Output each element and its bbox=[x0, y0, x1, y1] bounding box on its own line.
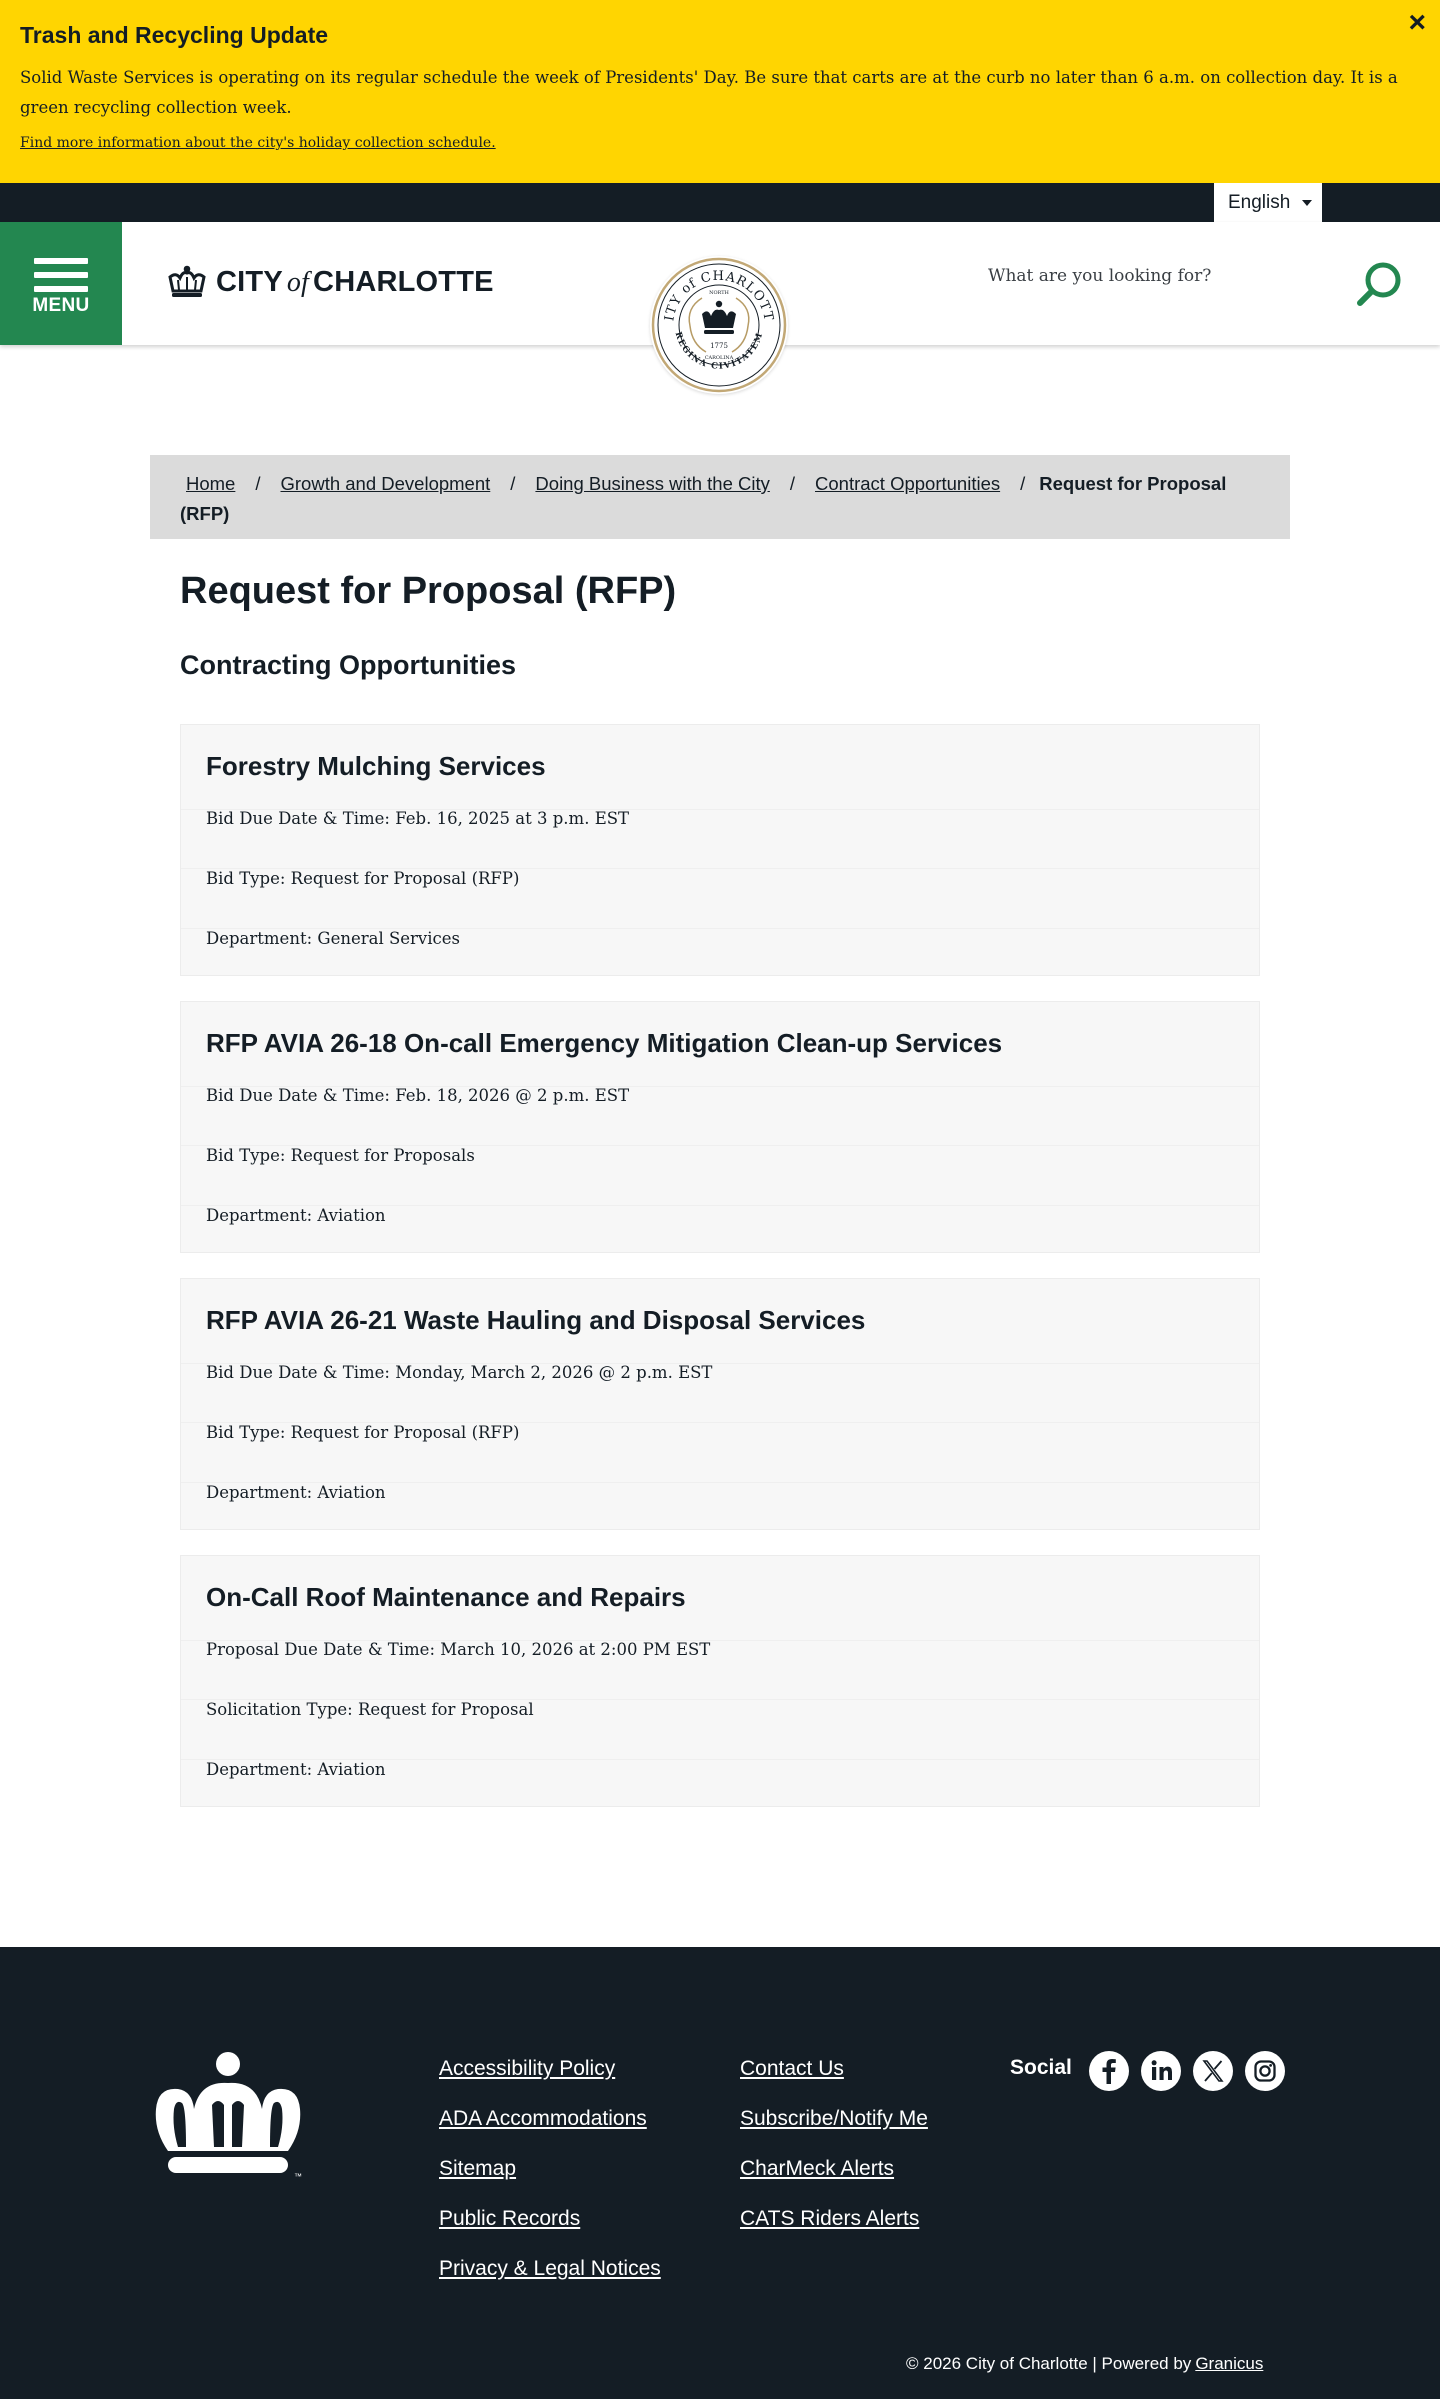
city-seal bbox=[650, 256, 788, 394]
menu-button[interactable] bbox=[0, 222, 122, 345]
svg-text:CITY of CHARLOTTE: ITY of CHARLOTT bbox=[662, 268, 776, 323]
alert-banner bbox=[0, 0, 1440, 183]
hamburger-icon bbox=[34, 272, 88, 278]
svg-text:CAROLINA: CAROLINA bbox=[704, 355, 734, 361]
linkedin-icon[interactable] bbox=[1141, 2051, 1181, 2091]
svg-text:REGINA CIVITATEM: REGINA CIVITATEM bbox=[672, 330, 766, 372]
breadcrumb-separator: / bbox=[1020, 473, 1026, 494]
caret-down-icon bbox=[1302, 200, 1312, 206]
opportunity-card[interactable] bbox=[180, 724, 1260, 976]
utility-bar bbox=[0, 183, 1440, 222]
card-title: Forestry Mulching Services bbox=[206, 751, 546, 781]
breadcrumb-separator: / bbox=[255, 473, 261, 494]
department: Department: General Services bbox=[206, 929, 460, 948]
solicitation-type: Solicitation Type: Request for Proposal bbox=[206, 1700, 534, 1719]
opportunity-card[interactable] bbox=[180, 1001, 1260, 1253]
svg-text:™: ™ bbox=[294, 2172, 302, 2181]
alert-body: Solid Waste Services is operating on its regular schedule the week of Presidents' Day. Be sure that carts are at the curb no later than 6 a.m. on collection day. It is a green recycling collection week. bbox=[20, 68, 1398, 117]
social-label: Social bbox=[1010, 2056, 1072, 2079]
facebook-icon[interactable] bbox=[1089, 2051, 1129, 2091]
svg-text:1775: 1775 bbox=[710, 342, 728, 350]
granicus-link[interactable]: Granicus bbox=[1195, 2354, 1264, 2373]
logo-text: CITY of CHARLOTTE bbox=[216, 265, 494, 298]
alert-title: Trash and Recycling Update bbox=[20, 22, 329, 48]
breadcrumb-separator: / bbox=[510, 473, 516, 494]
footer-link-accessibility-policy[interactable]: Accessibility Policy bbox=[439, 2057, 616, 2080]
hamburger-icon bbox=[34, 258, 88, 264]
section-title: Contracting Opportunities bbox=[180, 650, 516, 680]
crown-icon bbox=[166, 265, 208, 299]
department: Department: Aviation bbox=[206, 1760, 386, 1779]
svg-text:NORTH: NORTH bbox=[709, 290, 729, 296]
card-title: On-Call Roof Maintenance and Repairs bbox=[206, 1582, 686, 1612]
opportunity-card[interactable] bbox=[180, 1278, 1260, 1530]
department: Department: Aviation bbox=[206, 1483, 386, 1502]
footer-link-ada-accommodations[interactable]: ADA Accommodations bbox=[439, 2107, 647, 2130]
search-input[interactable]: What are you looking for? bbox=[988, 266, 1212, 286]
footer-link-cats-riders-alerts[interactable]: CATS Riders Alerts bbox=[740, 2207, 920, 2230]
menu-label: MENU bbox=[32, 295, 90, 316]
holiday-schedule-link[interactable]: Find more information about the city's holiday collection schedule. bbox=[20, 135, 496, 151]
bid-type: Bid Type: Request for Proposal (RFP) bbox=[206, 869, 520, 888]
breadcrumb-separator: / bbox=[789, 473, 796, 494]
bid-type: Bid Type: Request for Proposal (RFP) bbox=[206, 1423, 520, 1442]
breadcrumb-contract-opportunities[interactable]: Contract Opportunities bbox=[815, 473, 1001, 494]
seal-emblem bbox=[650, 256, 788, 394]
language-label: English bbox=[1228, 192, 1291, 213]
footer-link-sitemap[interactable]: Sitemap bbox=[439, 2157, 517, 2180]
opportunity-card[interactable] bbox=[180, 1555, 1260, 1807]
crown-logo-icon[interactable] bbox=[148, 2051, 312, 2187]
footer-link-public-records[interactable]: Public Records bbox=[439, 2207, 581, 2230]
bid-due-date: Bid Due Date & Time: Monday, March 2, 2026 @ 2 p.m. EST bbox=[206, 1363, 713, 1382]
copyright: © 2026 City of Charlotte | Powered by Granicus bbox=[906, 2354, 1264, 2373]
site-footer bbox=[0, 1947, 1440, 2399]
breadcrumb-doing-business[interactable]: Doing Business with the City bbox=[535, 473, 770, 494]
footer-link-privacy-legal[interactable]: Privacy & Legal Notices bbox=[439, 2257, 661, 2280]
breadcrumb-home[interactable]: Home bbox=[186, 473, 236, 494]
card-title: RFP AVIA 26-18 On-call Emergency Mitigation Clean-up Services bbox=[206, 1028, 1003, 1058]
hamburger-icon bbox=[34, 286, 88, 292]
footer-link-subscribe[interactable]: Subscribe/Notify Me bbox=[740, 2107, 928, 2130]
search-icon[interactable] bbox=[1354, 260, 1404, 310]
breadcrumb-current: Request for Proposal (RFP) bbox=[180, 473, 1227, 524]
page-title: Request for Proposal (RFP) bbox=[180, 570, 677, 612]
language-selector[interactable] bbox=[1214, 183, 1322, 222]
card-title: RFP AVIA 26-21 Waste Hauling and Disposal Services bbox=[206, 1305, 866, 1335]
x-icon[interactable] bbox=[1193, 2051, 1233, 2091]
bid-type: Bid Type: Request for Proposals bbox=[206, 1146, 475, 1165]
department: Department: Aviation bbox=[206, 1206, 386, 1225]
footer-link-charmeck-alerts[interactable]: CharMeck Alerts bbox=[740, 2157, 895, 2180]
bid-due-date: Bid Due Date & Time: Feb. 18, 2026 @ 2 p.m. EST bbox=[206, 1086, 630, 1105]
proposal-due-date: Proposal Due Date & Time: March 10, 2026 at 2:00 PM EST bbox=[206, 1640, 711, 1659]
breadcrumb bbox=[150, 455, 1290, 539]
close-icon[interactable]: × bbox=[1408, 6, 1426, 39]
city-logo[interactable] bbox=[166, 262, 494, 302]
breadcrumb-growth-development[interactable]: Growth and Development bbox=[280, 473, 491, 494]
instagram-icon[interactable] bbox=[1245, 2051, 1285, 2091]
bid-due-date: Bid Due Date & Time: Feb. 16, 2025 at 3 p.m. EST bbox=[206, 809, 630, 828]
footer-link-contact-us[interactable]: Contact Us bbox=[740, 2057, 844, 2080]
